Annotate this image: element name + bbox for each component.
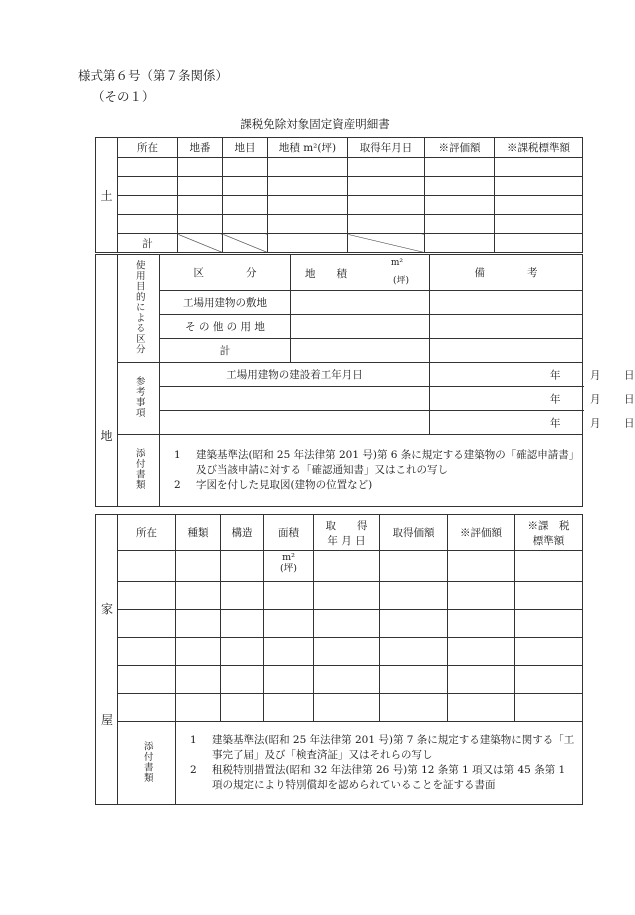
- land-total-category-diagonal: [223, 234, 268, 253]
- building-header-acq-date: 取 得 年 月 日: [314, 515, 380, 551]
- land-attached-side-label: 添付書類: [118, 435, 160, 507]
- page-title: 課税免除対象固定資産明細書: [240, 117, 390, 131]
- reference-date-field[interactable]: 年 月 日: [430, 387, 583, 411]
- land-attached-list: [160, 435, 583, 507]
- usage-row: [96, 315, 583, 339]
- land-total-lot-diagonal: [178, 234, 223, 253]
- land-total-date-diagonal: [348, 234, 425, 253]
- building-table: [95, 514, 583, 805]
- reference-date-field[interactable]: 年 月 日: [430, 411, 583, 435]
- building-header-tax-std: ※課 税 標準額: [515, 515, 583, 551]
- building-header-acq-price: 取得価額: [380, 515, 448, 551]
- land-header-lot-number: 地番: [178, 138, 223, 158]
- land-section-label: 土: [96, 138, 118, 253]
- building-attached-list: [176, 722, 583, 805]
- building-header-structure: 構造: [221, 515, 264, 551]
- land-table: [95, 137, 583, 253]
- building-header-kind: 種類: [176, 515, 221, 551]
- usage-header-area: 地 積 m² (坪): [291, 255, 430, 291]
- list-item: 2 租税特別措置法(昭和 32 年法律第 26 号)第 12 条第 1 項又は第 45 条第 1 項の規定により特別償却を認められていることを証する書面: [190, 764, 566, 792]
- land-total-label: 計: [118, 234, 178, 253]
- land-header-category: 地目: [223, 138, 268, 158]
- reference-item-field[interactable]: [160, 411, 430, 435]
- building-row: [96, 551, 583, 582]
- building-attached-side-label: 添付書類: [118, 722, 176, 805]
- reference-side-label: 参考事項: [118, 363, 160, 435]
- building-header-eval: ※評価額: [448, 515, 515, 551]
- building-header-location: 所在: [118, 515, 176, 551]
- reference-item-label: 工場用建物の建設着工年月日: [160, 363, 430, 387]
- usage-row-label: 計: [160, 339, 291, 363]
- reference-date-field[interactable]: 年 月 日: [430, 363, 583, 387]
- usage-row: [96, 291, 583, 315]
- usage-row-label: そ の 他 の 用 地: [160, 315, 291, 339]
- list-item: 2 字図を付した見取図(建物の位置など): [174, 479, 373, 492]
- list-item: 1 建築基準法(昭和 25 年法律第 201 号)第 7 条に規定する建築物に関する「工事完了届」及び「検査済証」又はそれらの写し: [190, 733, 575, 761]
- building-area-cell[interactable]: m² (坪): [264, 551, 314, 582]
- land-header-tax-base: ※課税標準額: [495, 138, 583, 158]
- land-row: [96, 177, 583, 196]
- building-section-label: 家 屋: [96, 515, 118, 805]
- usage-row-label: 工場用建物の敷地: [160, 291, 291, 315]
- land-total-assessed[interactable]: [425, 234, 495, 253]
- land-row: [96, 158, 583, 177]
- building-row: [96, 610, 583, 638]
- land-header-location: 所在: [118, 138, 178, 158]
- usage-side-label: 使用目的による区分: [118, 255, 160, 363]
- usage-header-remarks: 備 考: [430, 255, 583, 291]
- list-item: 1 建築基準法(昭和 25 年法律第 201 号)第 6 条に規定する建築物の「確認申請書」及び当該申請に対する「確認通知書」又はこれの写し: [174, 448, 575, 476]
- land-total-tax-base[interactable]: [495, 234, 583, 253]
- form-number: 様式第６号（第７条関係）: [78, 68, 229, 83]
- building-row: [96, 582, 583, 610]
- building-row: [96, 638, 583, 666]
- land-row: [96, 196, 583, 215]
- building-row: [96, 666, 583, 694]
- land-header-acquired-date: 取得年月日: [348, 138, 425, 158]
- building-row: [96, 694, 583, 722]
- form-sub-number: （その１）: [92, 89, 155, 104]
- land-header-area: 地積 m²(坪): [268, 138, 348, 158]
- usage-row: [96, 339, 583, 363]
- land-detail-table: [95, 254, 635, 507]
- land-row: [96, 215, 583, 234]
- land-total-row: [96, 234, 583, 253]
- land-header-assessed-value: ※評価額: [425, 138, 495, 158]
- usage-header-kubun: 区 分: [160, 255, 291, 291]
- reference-item-field[interactable]: [160, 387, 430, 411]
- building-header-area: 面積: [264, 515, 314, 551]
- land-section-label-bottom: 地: [96, 255, 118, 507]
- land-total-area[interactable]: [268, 234, 348, 253]
